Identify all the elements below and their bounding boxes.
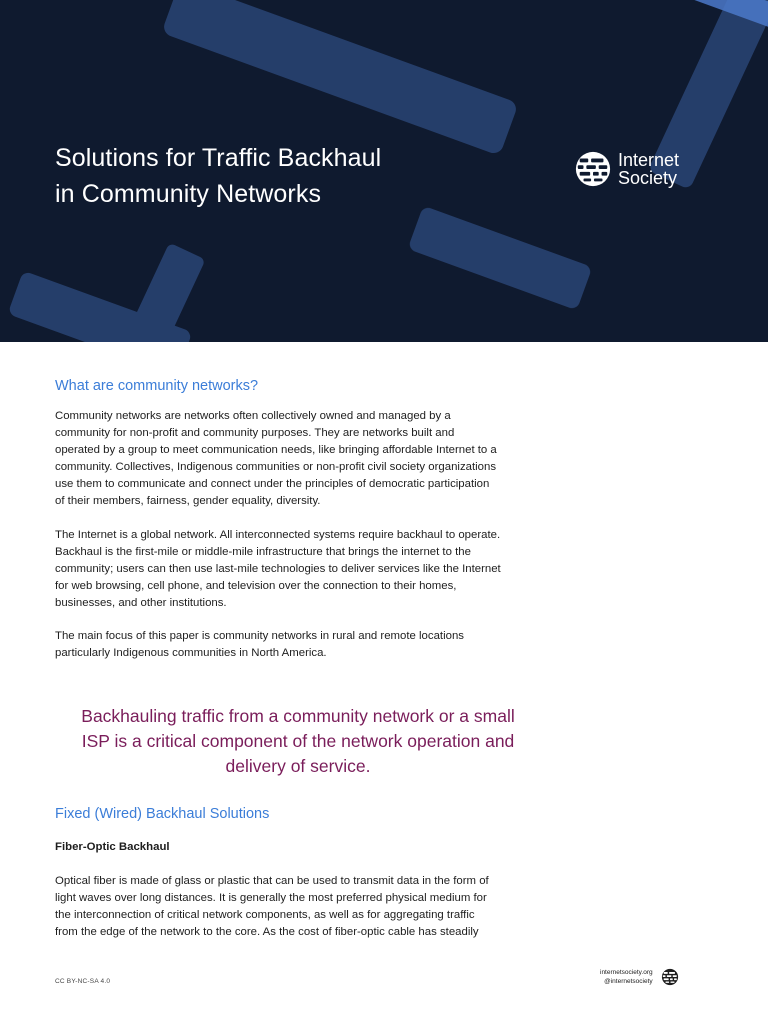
text-line: particularly Indigenous communities in North America. bbox=[55, 647, 327, 659]
pull-quote-line: Backhauling traffic from a community network or a small bbox=[81, 706, 515, 726]
subheading-fiber-optic: Fiber-Optic Backhaul bbox=[55, 841, 170, 853]
paragraph-backhaul bbox=[55, 527, 545, 612]
footer-contact-text bbox=[600, 968, 653, 986]
title-line-2: in Community Networks bbox=[55, 180, 322, 208]
pull-quote-line: delivery of service. bbox=[225, 756, 371, 776]
section-heading-fixed-backhaul: Fixed (Wired) Backhaul Solutions bbox=[55, 806, 270, 822]
text-line: light waves over long distances. It is generally the most preferred physical medium for bbox=[55, 892, 487, 904]
text-line: operated by a group to meet communication needs, like bringing affordable Internet to a bbox=[55, 444, 497, 456]
pull-quote-line: ISP is a critical component of the network operation and bbox=[81, 731, 515, 751]
paragraph-definition bbox=[55, 408, 545, 510]
footer-contact bbox=[600, 968, 679, 986]
text-line: Community networks are networks often collectively owned and managed by a bbox=[55, 410, 451, 422]
section-heading-community-networks: What are community networks? bbox=[55, 378, 259, 394]
text-line: community for non-profit and community purposes. They are networks built and bbox=[55, 427, 455, 439]
text-line: community; users can then use last-mile technologies to deliver services like the Internet bbox=[55, 563, 501, 575]
text-line: Optical fiber is made of glass or plastic that can be used to transmit data in the form of bbox=[55, 875, 489, 887]
body-content-fixed-backhaul bbox=[55, 804, 545, 941]
title-line-1: Solutions for Traffic Backhaul bbox=[55, 144, 382, 172]
cover-banner bbox=[0, 0, 768, 342]
footer-social-handle[interactable]: @internetsociety bbox=[604, 978, 653, 985]
text-line: for web browsing, cell phone, and television over the connection to their homes, bbox=[55, 580, 457, 592]
text-line: from the edge of the network to the core. As the cost of fiber-optic cable has steadily bbox=[55, 926, 479, 938]
text-line: of their members, fairness, gender equality, diversity. bbox=[55, 495, 321, 507]
internet-society-globe-icon bbox=[574, 150, 612, 188]
logo-wordmark bbox=[618, 151, 679, 187]
text-line: businesses, and other institutions. bbox=[55, 597, 227, 609]
text-line: Backhaul is the first-mile or middle-mile infrastructure that brings the internet to the bbox=[55, 546, 471, 558]
text-line: the interconnection of critical network components, as well as for aggregating traffic bbox=[55, 909, 475, 921]
pull-quote bbox=[55, 704, 541, 779]
internet-society-logo bbox=[574, 150, 679, 188]
logo-line-2: Society bbox=[618, 168, 678, 188]
text-line: The main focus of this paper is community networks in rural and remote locations bbox=[55, 630, 464, 642]
paragraph-fiber-optic bbox=[55, 873, 545, 941]
license-label: CC BY-NC-SA 4.0 bbox=[55, 978, 111, 985]
text-line: use them to communicate and connect under the principles of democratic participation bbox=[55, 478, 490, 490]
logo-line-1: Internet bbox=[618, 150, 680, 170]
text-line: community. Collectives, Indigenous communities or non-profit civil society organizations bbox=[55, 461, 497, 473]
document-title bbox=[55, 140, 381, 212]
text-line: The Internet is a global network. All interconnected systems require backhaul to operate. bbox=[55, 529, 501, 541]
paragraph-focus bbox=[55, 628, 545, 662]
internet-society-globe-icon bbox=[661, 968, 679, 986]
footer-website-link[interactable]: internetsociety.org bbox=[600, 969, 653, 976]
body-content bbox=[55, 376, 545, 662]
